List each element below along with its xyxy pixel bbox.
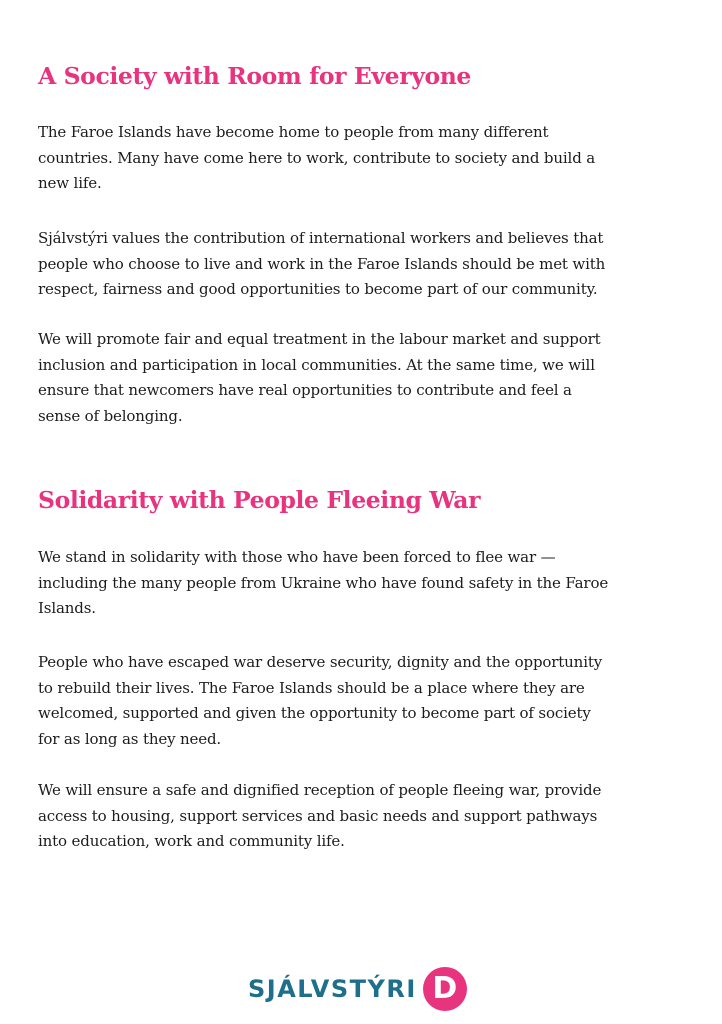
logo-badge-icon: D	[423, 967, 467, 1011]
text-line: new life.	[38, 174, 102, 192]
text-line: countries. Many have come here to work, contribute to society and build a	[38, 148, 596, 167]
text-line: respect, fairness and good opportunities to become part of our community.	[38, 280, 598, 298]
text-line: into education, work and community life.	[38, 832, 345, 850]
text-line: ensure that newcomers have real opportunities to contribute and feel a	[38, 381, 572, 399]
paragraph-security-dignity	[38, 650, 686, 752]
section-heading-society: A Society with Room for Everyone	[38, 62, 471, 90]
text-line: for as long as they need.	[38, 729, 222, 748]
text-line: welcomed, supported and given the opportunity to become part of society	[38, 704, 591, 722]
text-line: We will ensure a safe and dignified reception of people fleeing war, provide	[38, 781, 602, 799]
text-line: We stand in solidarity with those who have been forced to flee war —	[38, 548, 556, 566]
section-heading-solidarity: Solidarity with People Fleeing War	[38, 486, 481, 514]
text-line: We will promote fair and equal treatment in the labour market and support	[38, 330, 601, 348]
text-line: to rebuild their lives. The Faroe Islands should be a place where they are	[38, 678, 585, 697]
text-line: sense of belonging.	[38, 406, 183, 425]
paragraph-faroe-home	[38, 120, 686, 197]
party-logo	[248, 966, 467, 1012]
paragraph-safe-reception	[38, 778, 686, 855]
paragraph-international-workers	[38, 226, 686, 303]
text-line: Islands.	[38, 599, 96, 617]
paragraph-equal-treatment	[38, 327, 686, 429]
logo-wordmark: SJÁLVSTÝRI	[248, 975, 417, 1003]
text-line: People who have escaped war deserve security, dignity and the opportunity	[38, 653, 603, 671]
paragraph-solidarity	[38, 545, 686, 622]
text-line: access to housing, support services and basic needs and support pathways	[38, 806, 598, 825]
text-line: The Faroe Islands have become home to people from many different	[38, 123, 549, 141]
text-line: people who choose to live and work in the Faroe Islands should be met with	[38, 254, 606, 273]
text-line: including the many people from Ukraine who have found safety in the Faroe	[38, 573, 609, 592]
text-line: Sjálvstýri values the contribution of international workers and believes that	[38, 229, 604, 247]
text-line: inclusion and participation in local communities. At the same time, we will	[38, 355, 595, 374]
